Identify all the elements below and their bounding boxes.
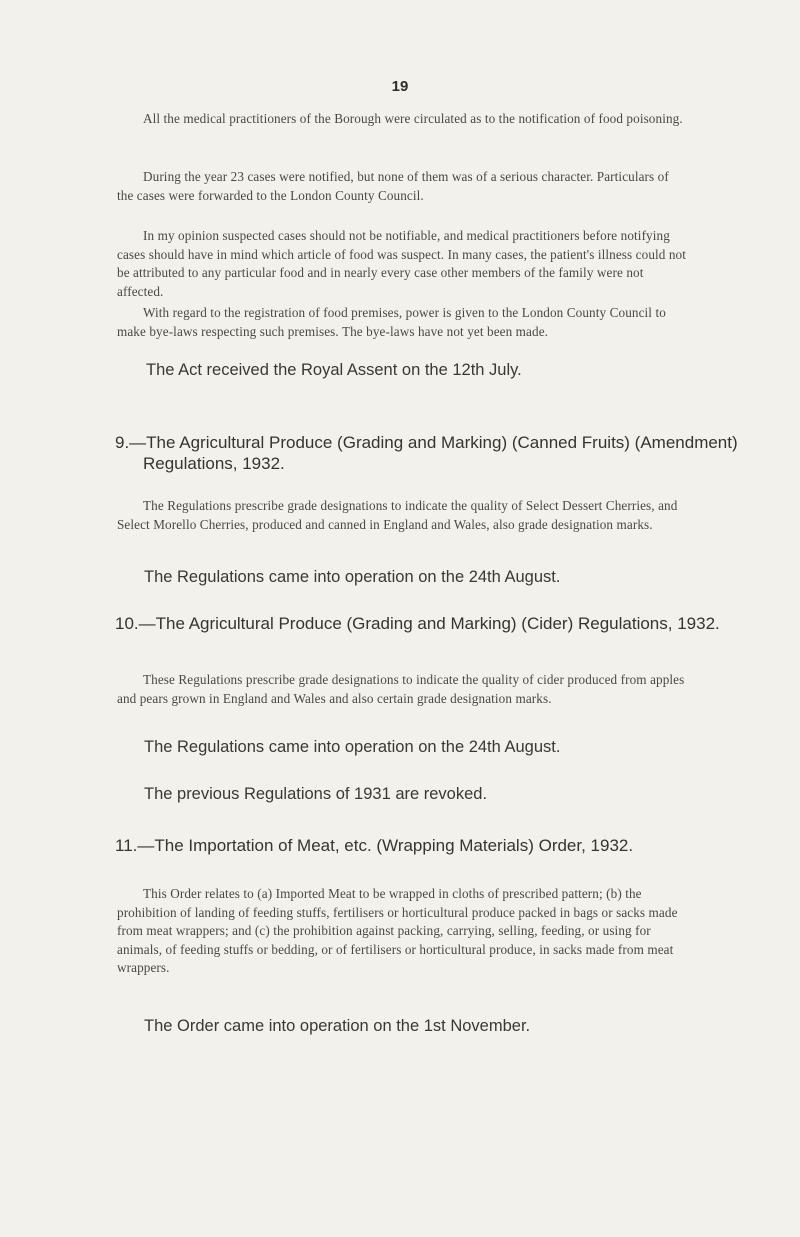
section-10-note-revoked: The previous Regulations of 1931 are revoked. [144, 785, 488, 803]
paragraph-food-poisoning-circulation: All the medical practitioners of the Borough were circulated as to the notification of food poisoning. [143, 111, 683, 126]
paragraph-royal-assent: The Act received the Royal Assent on the 12th July. [146, 361, 522, 379]
section-10-body: These Regulations prescribe grade designations to indicate the quality of cider produced from apples and pears grown in England and Wales and also certain grade designation marks. [117, 672, 685, 706]
section-9-note: The Regulations came into operation on the 24th August. [144, 568, 561, 586]
section-9-body: The Regulations prescribe grade designations to indicate the quality of Select Dessert Cherries, and Select Morello Cherries, produced and canned in England and Wales, also grade designation marks. [117, 498, 678, 532]
paragraph-cases-notified: During the year 23 cases were notified, but none of them was of a serious character. Particulars of the cases were forwarded to the London County Council. [117, 169, 669, 203]
section-10-heading: 10.—The Agricultural Produce (Grading and Marking) (Cider) Regulations, 1932. [115, 614, 720, 633]
page-number: 19 [391, 78, 409, 95]
section-10-note-operation: The Regulations came into operation on the 24th August. [144, 738, 561, 756]
paragraph-registration: With regard to the registration of food premises, power is given to the London County Council to make bye-laws respecting such premises. The bye-laws have not yet been made. [117, 305, 666, 339]
paragraph-opinion: In my opinion suspected cases should not be notifiable, and medical practitioners before notifying cases should have in mind which article of food was suspect. In many cases, the patient's illness could not be attributed to any particular food and in nearly every case other members of the family were not affected. [117, 228, 687, 299]
section-9-heading: 9.—The Agricultural Produce (Grading and Marking) (Canned Fruits) (Amendment) Regulations, 1932. [115, 433, 738, 473]
section-11-note: The Order came into operation on the 1st November. [144, 1017, 531, 1035]
section-11-body: This Order relates to (a) Imported Meat to be wrapped in cloths of prescribed pattern; (b) the prohibition of landing of feeding stuffs, fertilisers or horticultural produce packed in bags or sacks made from meat wrappers; and (c) the prohibition against packing, carrying, selling, feeding, or using for animals, of feeding stuffs or bedding, or of fertilisers or horticultural produce, in sacks made from meat wrappers. [117, 886, 678, 975]
section-11-heading: 11.—The Importation of Meat, etc. (Wrapping Materials) Order, 1932. [115, 836, 634, 855]
